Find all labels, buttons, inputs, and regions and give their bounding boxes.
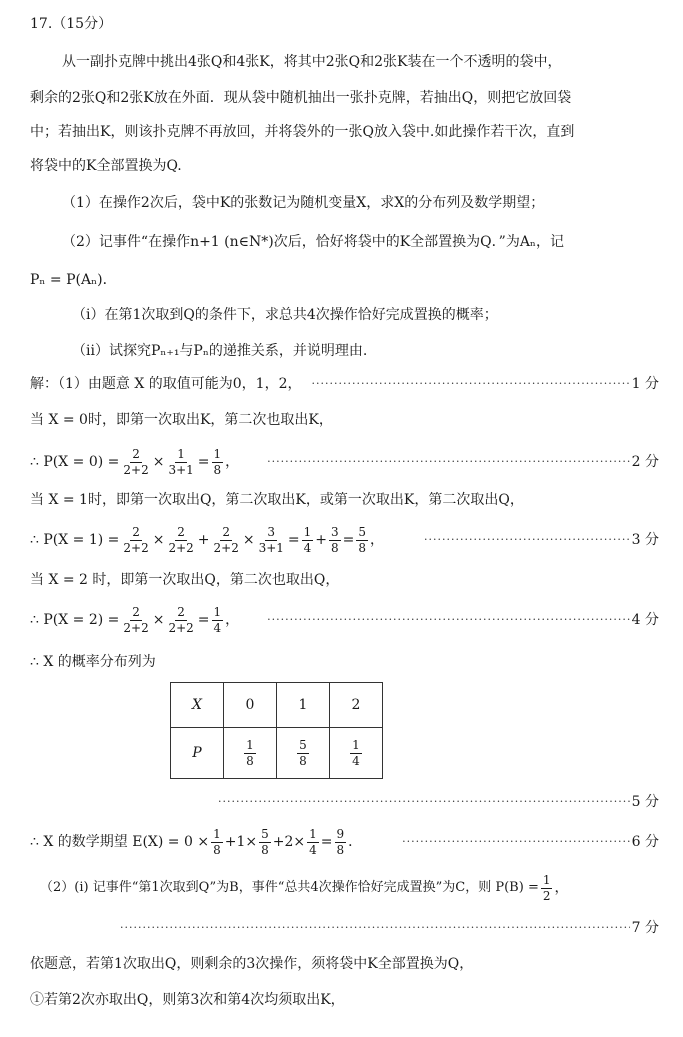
- leader-dots: [120, 918, 630, 938]
- fraction: $\frac{3}{8}$: [331, 524, 339, 555]
- table-cell: [224, 728, 277, 779]
- question-2-part-ii: （ii）试探究Pₙ₊₁与Pₙ的递推关系，并说明理由.: [72, 343, 368, 359]
- fraction: $\frac{2}{2+2}$: [123, 524, 149, 555]
- problem-stem-line-2: 剩余的2张Q和2张K放在外面．现从袋中随机抽出一张扑克牌，若抽出Q，则把它放回袋: [30, 90, 572, 106]
- fraction: $\frac{5}{8}$: [358, 524, 367, 555]
- formula-prefix: ∴ P(X = 0) =: [30, 454, 120, 470]
- question-1: （1）在操作2次后，袋中K的张数记为随机变量X，求X的分布列及数学期望；: [62, 195, 545, 211]
- table-cell: X: [171, 683, 224, 728]
- formula-prefix: ∴ X 的数学期望 E(X) = 0 ×: [30, 834, 210, 850]
- score-label: 6 分: [631, 834, 659, 850]
- score-label: 3 分: [631, 532, 659, 548]
- solution-line-6: [218, 792, 659, 812]
- solution-line-p1: ∴ P(X = 1) = $\frac{2}{2+2}$ × $\frac{2}{2+2}$ + $\frac{2}{2+2}$ × $\frac{3}{3+1}$ = $\frac{1}{4}$ + $\frac{3}{8}$ = $\frac{5}{8}$ ， ····· 3 分: [30, 524, 659, 556]
- fraction: $\frac{1}{8}$: [213, 826, 221, 857]
- fraction: $\frac{5}{8}$: [261, 826, 269, 857]
- solution-line-4: 当 X = 2 时，即第一次取出Q，第二次也取出Q，: [30, 572, 340, 588]
- table-cell: P: [171, 728, 224, 779]
- question-2-line-1: （2）记事件“在操作n+1 (n∈N*)次后，恰好将袋中的K全部置换为Q．”为Aₙ，记: [62, 234, 564, 250]
- solution-line-1: [30, 374, 659, 394]
- fraction: $\frac{2}{2+2}$: [168, 604, 194, 635]
- formula-prefix: ∴ P(X = 1) =: [30, 532, 120, 548]
- table-cell: 2: [330, 683, 383, 728]
- fraction: $\frac{1}{4}$: [309, 826, 317, 857]
- fraction: $\frac{2}{2+2}$: [123, 604, 149, 635]
- solution-line-part2: （2）(i) 记事件“第1次取到Q”为B，事件“总共4次操作恰好完成置换”为C，则 P(B) = $\frac{1}{2}$ ，: [40, 872, 569, 903]
- score-label: 4 分: [631, 612, 659, 628]
- fraction: $\frac{2}{2+2}$: [123, 446, 149, 477]
- fraction: $\frac{5}{8}$: [299, 737, 307, 768]
- solution-text: 解：（1）由题意 X 的取值可能为0，1，2，: [30, 376, 302, 392]
- problem-stem-line-1: 从一副扑克牌中挑出4张Q和4张K，将其中2张Q和2张K装在一个不透明的袋中，: [62, 54, 562, 70]
- table-cell: 1: [277, 683, 330, 728]
- fraction: $\frac{9}{8}$: [336, 826, 345, 857]
- fraction: $\frac{1}{4}$: [303, 524, 312, 555]
- score-label: 1 分: [631, 376, 659, 392]
- solution-line-p2: ∴ P(X = 2) = $\frac{2}{2+2}$ × $\frac{2}{2+2}$ = $\frac{1}{4}$ ， ····· 4 分: [30, 604, 659, 636]
- formula-prefix: ∴ P(X = 2) =: [30, 612, 120, 628]
- score-label: 2 分: [631, 454, 659, 470]
- question-2-part-i: （i）在第1次取到Q的条件下，求总共4次操作恰好完成置换的概率；: [72, 307, 498, 323]
- solution-line-9: ①若第2次亦取出Q，则第3次和第4次均须取出K，: [30, 992, 345, 1008]
- fraction: $\frac{2}{2+2}$: [213, 524, 239, 555]
- problem-stem-line-3: 中；若抽出K，则该扑克牌不再放回，并将袋外的一张Q放入袋中.如此操作若干次，直到: [30, 124, 575, 140]
- fraction: $\frac{2}{2+2}$: [168, 524, 194, 555]
- table-row: [171, 728, 383, 779]
- problem-stem-line-4: 将袋中的K全部置换为Q.: [30, 158, 182, 174]
- table-cell: 0: [224, 683, 277, 728]
- problem-number: 17.（15分）: [30, 16, 113, 32]
- table-cell: [277, 728, 330, 779]
- fraction: $\frac{3}{3+1}$: [258, 524, 284, 555]
- solution-line-2: 当 X = 0时，即第一次取出K，第二次也取出K，: [30, 412, 333, 428]
- question-2-line-2: Pₙ = P(Aₙ)．: [30, 272, 117, 288]
- score-label: 5 分: [631, 794, 659, 810]
- solution-line-expectation: ∴ X 的数学期望 E(X) = 0 × $\frac{1}{8}$ + 1 × $\frac{5}{8}$ + 2 × $\frac{1}{4}$ = $\frac{9}{8}$ ． ····· 6 分: [30, 826, 659, 858]
- fraction: $\frac{1}{8}$: [213, 446, 222, 477]
- leader-dots: [424, 524, 630, 556]
- leader-dots: [267, 446, 629, 478]
- fraction: $\frac{1}{4}$: [213, 604, 222, 635]
- fraction: $\frac{1}{3+1}$: [168, 446, 194, 477]
- leader-dots: [267, 604, 629, 636]
- fraction: $\frac{1}{2}$: [542, 872, 551, 903]
- table-cell: [330, 728, 383, 779]
- solution-line-p0: ∴ P(X = 0) = $\frac{2}{2+2}$ × $\frac{1}{3+1}$ = $\frac{1}{8}$ ， ····· 2 分: [30, 446, 659, 478]
- leader-dots: [402, 826, 630, 858]
- solution-line-7: [120, 918, 659, 938]
- fraction: $\frac{1}{4}$: [352, 737, 360, 768]
- distribution-table: [170, 682, 383, 779]
- score-label: 7 分: [631, 920, 659, 936]
- solution-line-8: 依题意，若第1次取出Q，则剩余的3次操作，须将袋中K全部置换为Q，: [30, 956, 474, 972]
- table-header-row: [171, 683, 383, 728]
- leader-dots: [312, 374, 630, 394]
- leader-dots: [218, 792, 630, 812]
- fraction: $\frac{1}{8}$: [246, 737, 254, 768]
- solution-line-5: ∴ X 的概率分布列为: [30, 654, 156, 670]
- solution-line-3: 当 X = 1时，即第一次取出Q，第二次取出K，或第一次取出K，第二次取出Q，: [30, 492, 524, 508]
- solution-text: （2）(i) 记事件“第1次取到Q”为B，事件“总共4次操作恰好完成置换”为C，则 P(B) =: [40, 880, 539, 895]
